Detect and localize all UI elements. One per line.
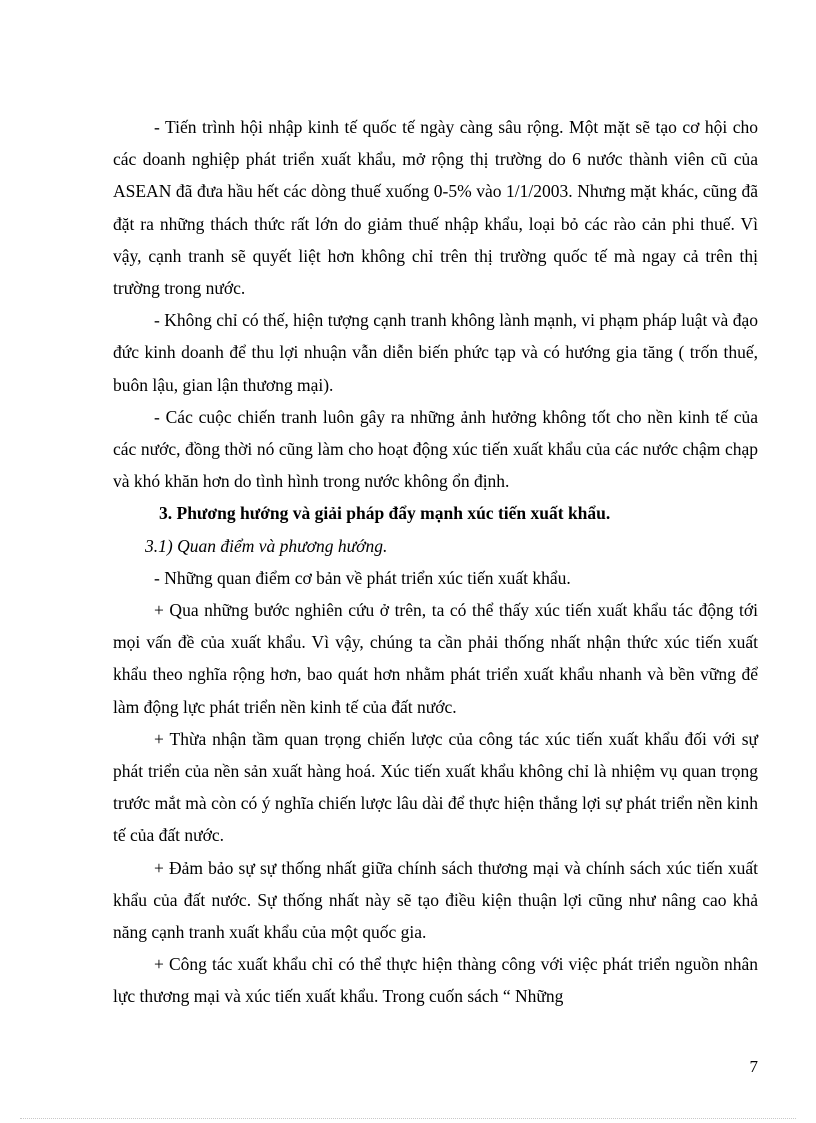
paragraph-basic-viewpoints: - Những quan điểm cơ bản về phát triển xúc tiến xuất khẩu. (154, 567, 571, 588)
page-number: 7 (749, 1057, 758, 1076)
section-heading: 3. Phương hướng và giải pháp đẩy mạnh xúc tiến xuất khẩu. (159, 503, 611, 524)
document-body (113, 111, 758, 1013)
paragraph-strategic-importance: + Thừa nhận tầm quan trọng chiến lược của công tác xúc tiến xuất khẩu đối với sự phát triển của nền sản xuất hàng hoá. Xúc tiến xuất khẩu không chỉ là nhiệm vụ quan trọng trước mắt mà còn có ý nghĩa chiến lược lâu dài để thực hiện thắng lợi sự phát triển nền kinh tế của đất nước. (113, 728, 758, 846)
paragraph-policy-unity: + Đảm bảo sự sự thống nhất giữa chính sách thương mại và chính sách xúc tiến xuất khẩu của đất nước. Sự thống nhất này sẽ tạo điều kiện thuận lợi cũng như nâng cao khả năng cạnh tranh xuất khẩu của một quốc gia. (113, 857, 758, 943)
page-bottom-divider (20, 1118, 796, 1119)
paragraph-research: + Qua những bước nghiên cứu ở trên, ta có thể thấy xúc tiến xuất khẩu tác động tới mọi vấn đề của xuất khẩu. Vì vậy, chúng ta cần phải thống nhất nhận thức xúc tiến xuất khẩu theo nghĩa rộng hơn, bao quát hơn nhằm phát triển xuất khẩu nhanh và bền vững để làm động lực phát triển nền kinh tế của đất nước. (113, 600, 758, 717)
paragraph-human-resources: + Công tác xuất khẩu chỉ có thể thực hiện thàng công với việc phát triển nguồn nhân lực thương mại và xúc tiến xuất khẩu. Trong cuốn sách “ Những (113, 954, 758, 1007)
subsection-heading: 3.1) Quan điểm và phương hướng. (145, 535, 388, 556)
paragraph-wars: - Các cuộc chiến tranh luôn gây ra những ảnh hưởng không tốt cho nền kinh tế của các nước, đồng thời nó cũng làm cho hoạt động xúc tiến xuất khẩu của các nước chậm chạp và khó khăn hơn do tình hình trong nước không ổn định. (113, 406, 758, 492)
paragraph-integration: - Tiến trình hội nhập kinh tế quốc tế ngày càng sâu rộng. Một mặt sẽ tạo cơ hội cho các doanh nghiệp phát triển xuất khẩu, mở rộng thị trường do 6 nước thành viên cũ của ASEAN đã đưa hầu hết các dòng thuế xuống 0-5% vào 1/1/2003. Nhưng mặt khác, cũng đã đặt ra những thách thức rất lớn do giảm thuế nhập khẩu, loại bỏ các rào cản phi thuế. Vì vậy, cạnh tranh sẽ quyết liệt hơn không chỉ trên thị trường quốc tế mà ngay cả trên thị trường trong nước. (113, 117, 758, 299)
paragraph-unfair-competition: - Không chỉ có thế, hiện tượng cạnh tranh không lành mạnh, vi phạm pháp luật và đạo đức kinh doanh để thu lợi nhuận vẫn diễn biến phức tạp và có hướng gia tăng ( trốn thuế, buôn lậu, gian lận thương mại). (113, 310, 758, 395)
